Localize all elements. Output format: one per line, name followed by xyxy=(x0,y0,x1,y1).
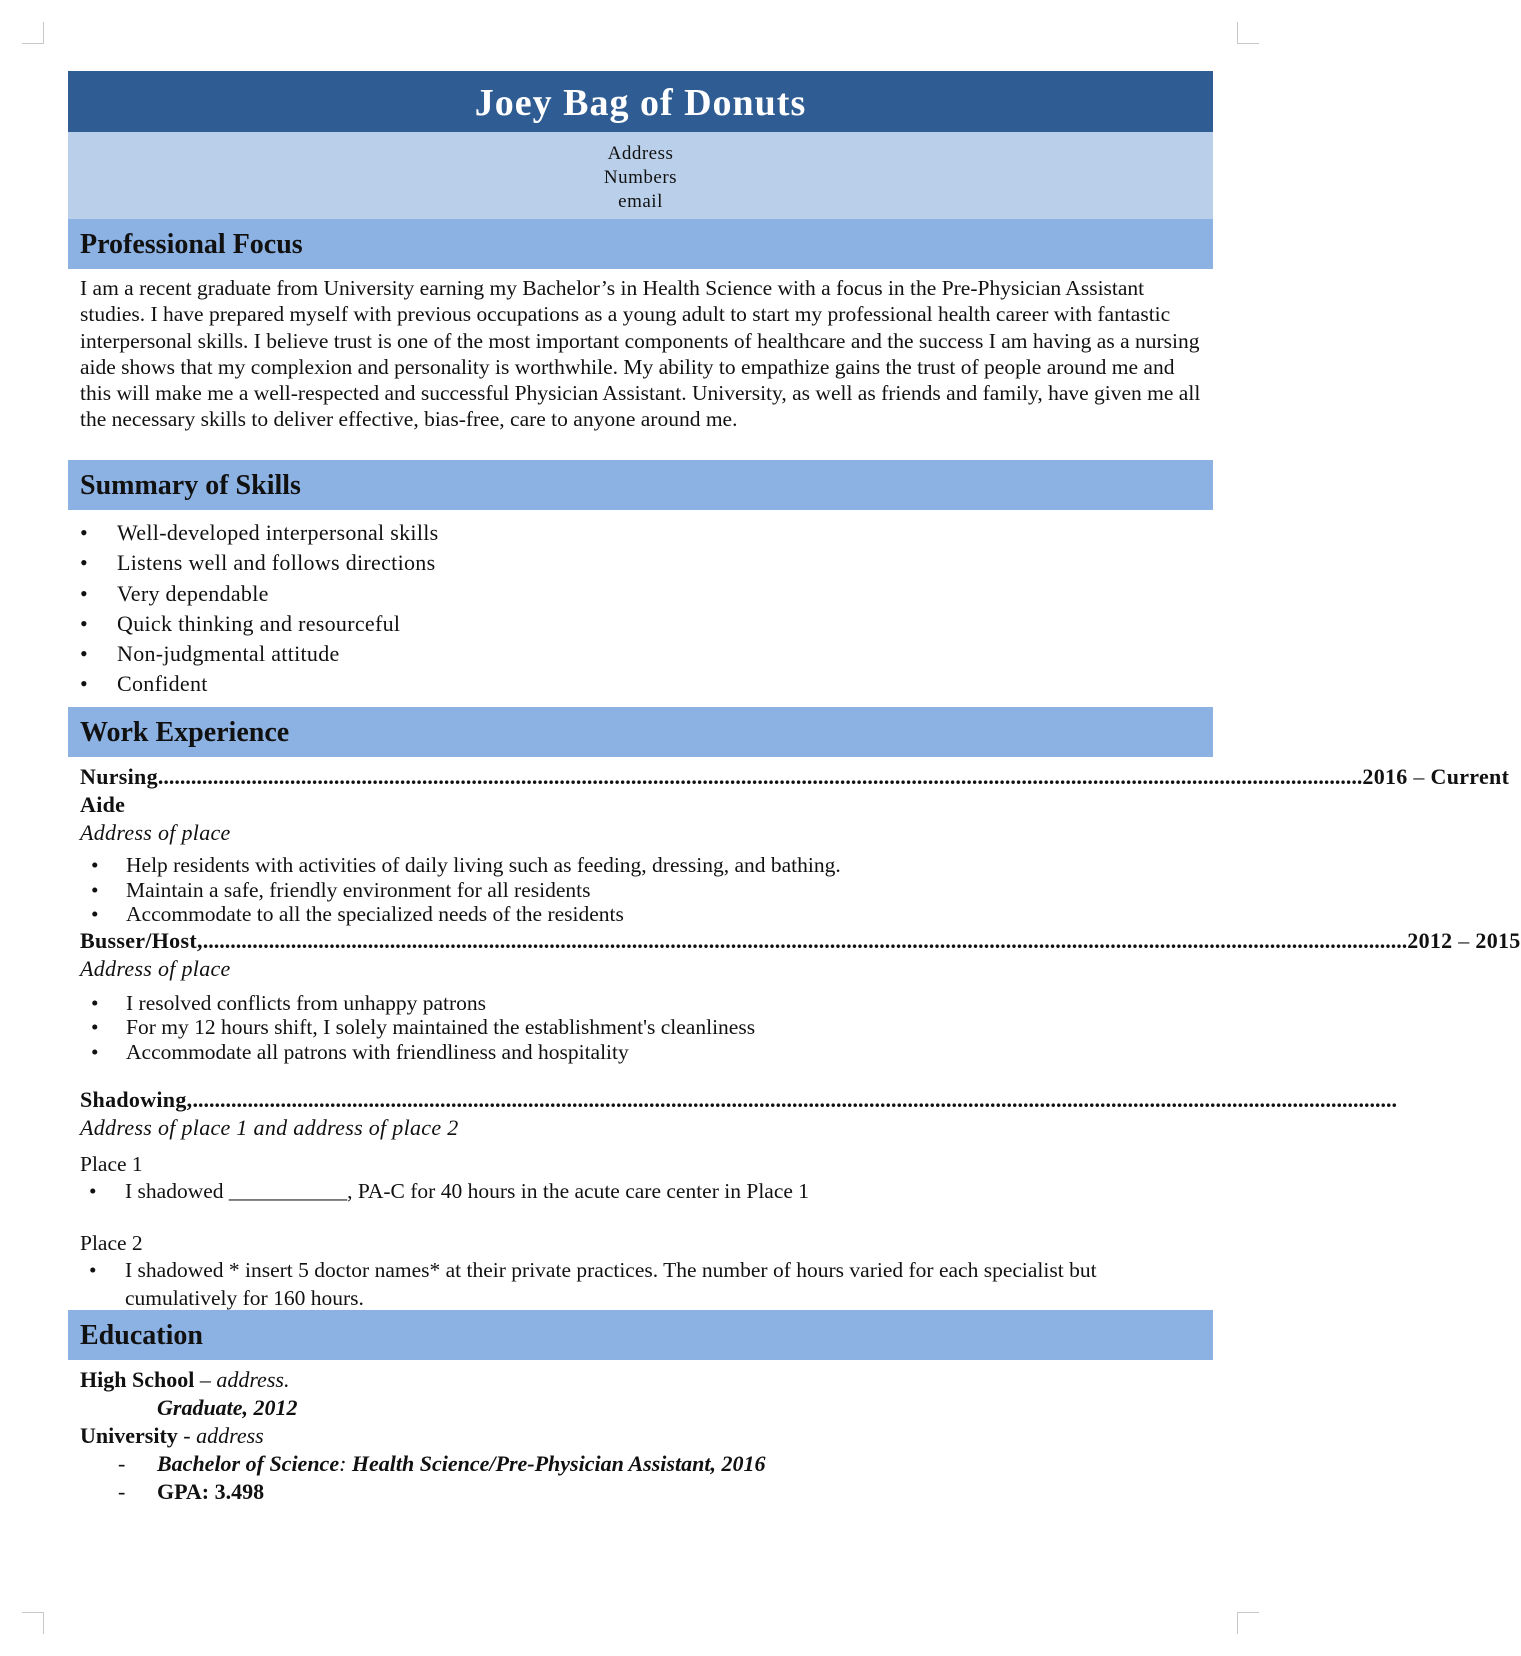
skill-item: • Confident xyxy=(80,669,1213,699)
job-shadowing xyxy=(68,1065,1397,1142)
contact-email: email xyxy=(618,191,663,212)
leader-dots: ........................................................................................................................................................................................................................... xyxy=(157,764,1363,789)
date-dash: – xyxy=(1458,927,1470,953)
degree-name: Bachelor of Science xyxy=(157,1451,340,1477)
job-duties-list xyxy=(80,991,1191,1065)
contact-address: Address xyxy=(607,143,674,164)
university-label: University xyxy=(80,1423,178,1449)
job-duty: • I resolved conflicts from unhappy patrons xyxy=(80,991,1191,1016)
job-date-start: 2012 xyxy=(1407,927,1459,953)
gpa-line xyxy=(80,1478,1213,1506)
job-place: Address of place 1 and address of place 2 xyxy=(80,1114,459,1140)
place-2-label: Place 2 xyxy=(80,1231,143,1256)
skills-list xyxy=(68,510,1213,707)
job-duty: • Accommodate to all the specialized needs of the residents xyxy=(80,902,1191,927)
job-dates xyxy=(1362,763,1509,819)
job-dates xyxy=(1407,927,1520,955)
skill-item: • Well-developed interpersonal skills xyxy=(80,518,1213,548)
skill-item: • Very dependable xyxy=(80,579,1213,609)
shadowing-item: • I shadowed ___________, PA-C for 40 hours in the acute care center in Place 1 xyxy=(68,1178,1193,1206)
list-dash: - xyxy=(118,1451,126,1477)
page-corner-mark xyxy=(1237,1612,1259,1634)
job-title-line xyxy=(80,927,1521,955)
professional-focus-text: I am a recent graduate from University earning my Bachelor’s in Health Science with a focus in the Pre-Physician Assistant studies. I have prepared myself with previous occupations as a young adult to start my professional health career with fantastic interpersonal skills. I believe trust is one of the most important components of healthcare and the success I am having as a nursing aide shows that my complexion and personality is worthwhile. My ability to empathize gains the trust of people around me and this will make me a well-respected and successful Physician Assistant. University, as well as friends and family, have given me all the necessary skills to deliver effective, bias-free, care to anyone around me. xyxy=(80,276,1201,432)
contact-block xyxy=(68,132,1213,219)
contact-numbers: Numbers xyxy=(603,167,678,188)
job-duty: • Accommodate all patrons with friendliness and hospitality xyxy=(80,1040,1191,1065)
page-corner-mark xyxy=(1237,22,1259,44)
job-date-end: Current xyxy=(1424,764,1510,789)
list-dash: - xyxy=(118,1479,126,1505)
high-school-address: address. xyxy=(216,1367,290,1393)
degree-field: Health Science/Pre-Physician Assistant, 2016 xyxy=(351,1451,766,1477)
job-title-line xyxy=(80,763,1510,819)
name-heading: Joey Bag of Donuts xyxy=(68,71,1213,132)
high-school-sep: – xyxy=(194,1367,217,1393)
leader-dots: ........................................................................................................................................................................................................................... xyxy=(192,1086,1397,1112)
education-block xyxy=(68,1360,1213,1506)
page-corner-mark xyxy=(22,22,44,44)
date-dash: – xyxy=(1413,764,1425,789)
place-1-label: Place 1 xyxy=(80,1151,143,1176)
high-school-graduate: Graduate, 2012 xyxy=(157,1395,298,1421)
section-heading-professional-focus: Professional Focus xyxy=(68,219,1213,269)
skill-item: • Listens well and follows directions xyxy=(80,548,1213,578)
degree-line xyxy=(80,1450,1213,1478)
leader-dots: ........................................................................................................................................................................................................................... xyxy=(202,927,1408,953)
job-date-end: 2015 xyxy=(1469,927,1521,953)
job-duties-list xyxy=(80,853,1191,927)
job-place: Address of place xyxy=(80,955,231,981)
university-sep: - xyxy=(177,1423,197,1449)
place-1-list xyxy=(68,1178,1213,1206)
job-title: Busser/Host, xyxy=(80,927,203,953)
degree-sep: : xyxy=(339,1451,352,1477)
section-heading-work-experience: Work Experience xyxy=(68,707,1213,757)
job-duty: • For my 12 hours shift, I solely maintained the establishment's cleanliness xyxy=(80,1015,1191,1040)
page-corner-mark xyxy=(22,1612,44,1634)
resume-content xyxy=(68,71,1521,1506)
skill-item: • Non-judgmental attitude xyxy=(80,639,1213,669)
skill-item: • Quick thinking and resourceful xyxy=(80,609,1213,639)
high-school-label: High School xyxy=(80,1367,195,1393)
job-nursing-aide xyxy=(68,757,1510,927)
high-school-line xyxy=(80,1366,1213,1394)
job-duty: • Help residents with activities of daily living such as feeding, dressing, and bathing. xyxy=(80,853,1191,878)
gpa-value: GPA: 3.498 xyxy=(157,1479,265,1505)
section-heading-summary-of-skills: Summary of Skills xyxy=(68,460,1213,510)
job-duty: • Maintain a safe, friendly environment for all residents xyxy=(80,878,1191,903)
job-place: Address of place xyxy=(80,820,231,845)
university-address: address xyxy=(196,1423,264,1449)
job-title-line xyxy=(80,1086,1397,1114)
job-title: Shadowing, xyxy=(80,1086,193,1112)
section-heading-education: Education xyxy=(68,1310,1213,1360)
job-title: Nursing Aide xyxy=(80,764,158,817)
shadowing-item: • I shadowed * insert 5 doctor names* at their private practices. The number of hours varied for each specialist but cumulatively for 160 hours. xyxy=(68,1257,1199,1312)
place-2-list xyxy=(68,1257,1213,1308)
university-line xyxy=(80,1422,1213,1450)
job-busser-host xyxy=(68,927,1521,1065)
job-date-start: 2016 xyxy=(1362,764,1414,789)
